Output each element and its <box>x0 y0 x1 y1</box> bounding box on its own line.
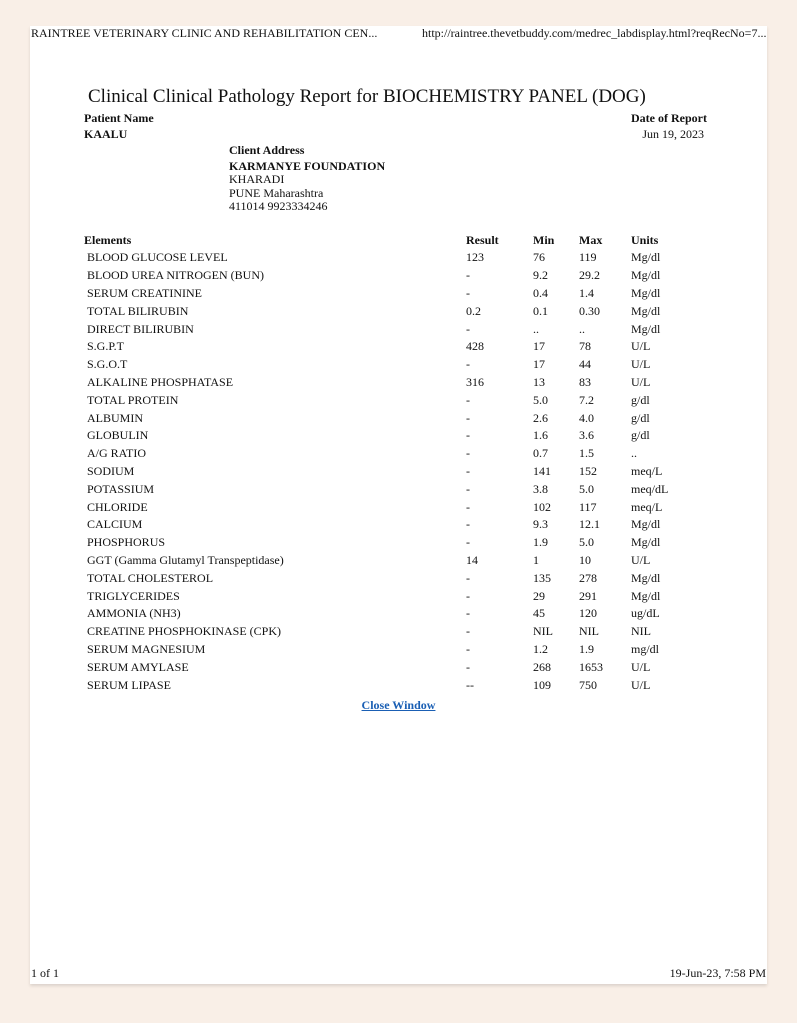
element-name: CALCIUM <box>87 517 143 532</box>
max-value: 278 <box>579 570 597 585</box>
unit-value: g/dl <box>631 428 650 443</box>
min-value: 9.3 <box>533 517 548 532</box>
max-value: 1.4 <box>579 285 594 300</box>
element-name: GLOBULIN <box>87 428 149 443</box>
patient-name: KAALU <box>84 127 128 141</box>
client-address-line: 411014 9923334246 <box>229 199 328 213</box>
table-row <box>84 267 691 285</box>
max-value: 750 <box>579 677 597 692</box>
result-value: - <box>466 606 470 621</box>
min-value: 0.4 <box>533 285 548 300</box>
unit-value: NIL <box>631 624 651 639</box>
unit-value: Mg/dl <box>631 570 661 585</box>
unit-value: Mg/dl <box>631 250 661 265</box>
column-header-max: Max <box>579 232 603 247</box>
unit-value: Mg/dl <box>631 268 661 283</box>
date-of-report: Jun 19, 2023 <box>642 127 704 141</box>
date-of-report-label: Date of Report <box>631 111 707 125</box>
unit-value: g/dl <box>631 410 650 425</box>
column-header-min: Min <box>533 232 555 247</box>
table-row <box>84 249 691 267</box>
table-row <box>84 569 691 587</box>
table-row <box>84 285 691 303</box>
min-value: 109 <box>533 677 551 692</box>
results-table <box>84 231 691 694</box>
unit-value: U/L <box>631 357 651 372</box>
print-header-url: http://raintree.thevetbuddy.com/medrec_labdisplay.html?reqRecNo=7... <box>422 26 767 40</box>
min-value: 268 <box>533 659 551 674</box>
max-value: 291 <box>579 588 597 603</box>
element-name: A/G RATIO <box>87 446 146 461</box>
min-value: 102 <box>533 499 551 514</box>
element-name: SERUM MAGNESIUM <box>87 641 206 656</box>
max-value: 117 <box>579 499 597 514</box>
result-value: 428 <box>466 339 484 354</box>
min-value: 1.6 <box>533 428 548 443</box>
element-name: GGT (Gamma Glutamyl Transpeptidase) <box>87 552 284 567</box>
max-value: 83 <box>579 374 591 389</box>
table-row <box>84 445 691 463</box>
client-address-block <box>229 144 385 214</box>
unit-value: U/L <box>631 677 651 692</box>
min-value: 17 <box>533 357 545 372</box>
unit-value: Mg/dl <box>631 285 661 300</box>
result-value: - <box>466 535 470 550</box>
element-name: CREATINE PHOSPHOKINASE (CPK) <box>87 624 282 639</box>
table-row <box>84 320 691 338</box>
element-name: TOTAL BILIRUBIN <box>87 303 189 318</box>
element-name: S.G.O.T <box>87 357 128 372</box>
result-value: - <box>466 392 470 407</box>
element-name: SODIUM <box>87 463 135 478</box>
max-value: 78 <box>579 339 591 354</box>
table-row <box>84 427 691 445</box>
result-value: 14 <box>466 552 478 567</box>
max-value: NIL <box>579 624 599 639</box>
min-value: 29 <box>533 588 545 603</box>
result-value: - <box>466 481 470 496</box>
element-name: ALBUMIN <box>87 410 143 425</box>
min-value: 2.6 <box>533 410 548 425</box>
max-value: 119 <box>579 250 597 265</box>
result-value: - <box>466 285 470 300</box>
element-name: BLOOD UREA NITROGEN (BUN) <box>87 268 264 283</box>
table-row <box>84 676 691 694</box>
table-row <box>84 480 691 498</box>
result-value: - <box>466 428 470 443</box>
client-organization: KARMANYE FOUNDATION <box>229 158 386 173</box>
element-name: ALKALINE PHOSPHATASE <box>87 374 234 389</box>
element-name: DIRECT BILIRUBIN <box>87 321 194 336</box>
max-value: 152 <box>579 463 597 478</box>
min-value: 3.8 <box>533 481 548 496</box>
unit-value: Mg/dl <box>631 321 661 336</box>
result-value: - <box>466 659 470 674</box>
element-name: PHOSPHORUS <box>87 535 166 550</box>
table-row <box>84 498 691 516</box>
unit-value: U/L <box>631 659 651 674</box>
unit-value: U/L <box>631 374 651 389</box>
client-address-line: PUNE Maharashtra <box>229 185 324 200</box>
max-value: 44 <box>579 357 591 372</box>
unit-value: meq/L <box>631 499 663 514</box>
max-value: 4.0 <box>579 410 594 425</box>
results-body <box>84 249 691 694</box>
unit-value: ug/dL <box>631 606 660 621</box>
element-name: BLOOD GLUCOSE LEVEL <box>87 250 228 265</box>
max-value: 120 <box>579 606 597 621</box>
table-row <box>84 587 691 605</box>
max-value: 5.0 <box>579 535 594 550</box>
table-row <box>84 409 691 427</box>
min-value: 1.9 <box>533 535 548 550</box>
element-name: AMMONIA (NH3) <box>87 606 181 621</box>
result-value: 316 <box>466 374 484 389</box>
table-row <box>84 605 691 623</box>
unit-value: Mg/dl <box>631 588 661 603</box>
result-value: - <box>466 624 470 639</box>
table-row <box>84 516 691 534</box>
min-value: NIL <box>533 624 553 639</box>
min-value: .. <box>533 321 539 336</box>
element-name: POTASSIUM <box>87 481 155 496</box>
max-value: .. <box>579 321 585 336</box>
unit-value: Mg/dl <box>631 303 661 318</box>
unit-value: mg/dl <box>631 641 660 656</box>
min-value: 76 <box>533 250 545 265</box>
table-row <box>84 338 691 356</box>
unit-value: meq/dL <box>631 481 669 496</box>
min-value: 1 <box>533 552 539 567</box>
report-title: Clinical Clinical Pathology Report for BIOCHEMISTRY PANEL (DOG) <box>88 86 646 107</box>
min-value: 13 <box>533 374 545 389</box>
column-header-units: Units <box>631 232 659 247</box>
min-value: 0.1 <box>533 303 548 318</box>
min-value: 45 <box>533 606 545 621</box>
column-header-elements: Elements <box>84 232 132 247</box>
max-value: 12.1 <box>579 517 600 532</box>
result-value: - <box>466 463 470 478</box>
min-value: 0.7 <box>533 446 548 461</box>
max-value: 5.0 <box>579 481 594 496</box>
element-name: S.G.P.T <box>87 339 125 354</box>
result-value: - <box>466 410 470 425</box>
result-value: - <box>466 588 470 603</box>
min-value: 141 <box>533 463 551 478</box>
table-row <box>84 391 691 409</box>
min-value: 1.2 <box>533 641 548 656</box>
table-row <box>84 463 691 481</box>
result-value: - <box>466 268 470 283</box>
element-name: CHLORIDE <box>87 499 148 514</box>
table-row <box>84 658 691 676</box>
unit-value: U/L <box>631 339 651 354</box>
table-row <box>84 641 691 659</box>
unit-value: U/L <box>631 552 651 567</box>
max-value: 1.5 <box>579 446 594 461</box>
result-value: -- <box>466 677 474 692</box>
min-value: 135 <box>533 570 551 585</box>
element-name: TRIGLYCERIDES <box>87 588 180 603</box>
table-header-row <box>84 231 691 249</box>
unit-value: Mg/dl <box>631 517 661 532</box>
element-name: SERUM LIPASE <box>87 677 171 692</box>
table-row <box>84 374 691 392</box>
result-value: - <box>466 446 470 461</box>
max-value: 1653 <box>579 659 603 674</box>
min-value: 5.0 <box>533 392 548 407</box>
element-name: TOTAL PROTEIN <box>87 392 179 407</box>
unit-value: .. <box>631 446 637 461</box>
result-value: 123 <box>466 250 484 265</box>
print-header-title: RAINTREE VETERINARY CLINIC AND REHABILITATION CEN... <box>31 26 378 40</box>
result-value: - <box>466 570 470 585</box>
min-value: 9.2 <box>533 268 548 283</box>
max-value: 3.6 <box>579 428 594 443</box>
max-value: 29.2 <box>579 268 600 283</box>
max-value: 1.9 <box>579 641 594 656</box>
print-footer-page: 1 of 1 <box>31 966 59 980</box>
element-name: TOTAL CHOLESTEROL <box>87 570 214 585</box>
table-row <box>84 623 691 641</box>
result-value: - <box>466 499 470 514</box>
unit-value: meq/L <box>631 463 663 478</box>
client-address-label: Client Address <box>229 143 305 157</box>
table-row <box>84 302 691 320</box>
column-header-result: Result <box>466 232 499 247</box>
table-row <box>84 534 691 552</box>
unit-value: Mg/dl <box>631 535 661 550</box>
max-value: 10 <box>579 552 591 567</box>
client-address-line: KHARADI <box>229 172 285 186</box>
patient-name-label: Patient Name <box>84 111 154 125</box>
result-value: 0.2 <box>466 303 481 318</box>
table-row <box>84 552 691 570</box>
print-footer-datetime: 19-Jun-23, 7:58 PM <box>669 966 766 980</box>
table-row <box>84 356 691 374</box>
element-name: SERUM AMYLASE <box>87 659 189 674</box>
max-value: 7.2 <box>579 392 594 407</box>
result-value: - <box>466 321 470 336</box>
min-value: 17 <box>533 339 545 354</box>
result-value: - <box>466 357 470 372</box>
max-value: 0.30 <box>579 303 600 318</box>
result-value: - <box>466 517 470 532</box>
unit-value: g/dl <box>631 392 650 407</box>
close-window-link[interactable]: Close Window <box>361 698 436 712</box>
element-name: SERUM CREATININE <box>87 285 203 300</box>
result-value: - <box>466 641 470 656</box>
